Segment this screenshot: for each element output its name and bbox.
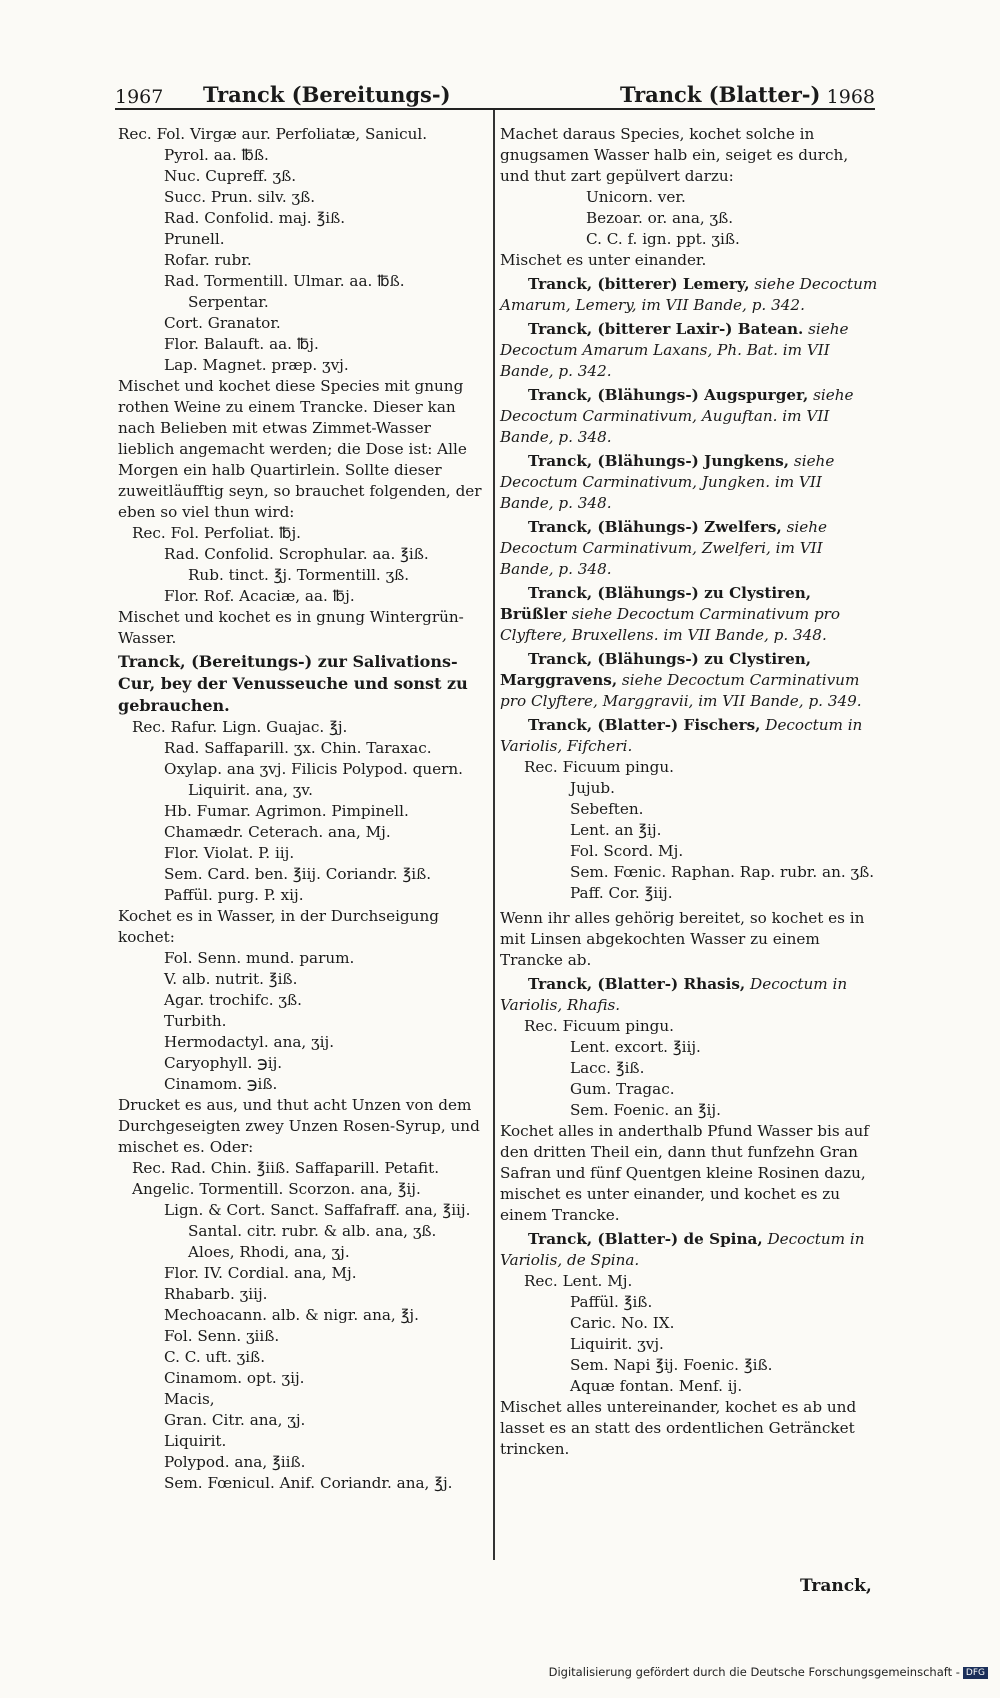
- recipe-line: Prunell.: [164, 230, 225, 248]
- recipe-line: Jujub.: [570, 779, 615, 797]
- recipe-line: Unicorn. ver.: [586, 188, 686, 206]
- recipe-line: Agar. trochifc. ʒß.: [164, 991, 302, 1009]
- cross-reference-entry: [500, 649, 878, 712]
- recipe-line: Lent. excort. ℥iij.: [570, 1038, 701, 1056]
- recipe-line: Rec. Fol. Virgæ aur. Perfoliatæ, Sanicul.: [118, 125, 428, 143]
- cross-reference-entry: [500, 583, 878, 646]
- recipe-line: Succ. Prun. silv. ʒß.: [164, 188, 316, 206]
- entry-reference: siehe Decoctum Carminativum, Auguftan. im VII Bande, p. 348.: [500, 386, 854, 446]
- instruction-paragraph: Mischet es unter einander.: [500, 251, 707, 269]
- recipe-line: Lent. an ℥ij.: [570, 821, 662, 839]
- entry-reference: siehe Decoctum Carminativum, Zwelferi, im VII Bande, p. 348.: [500, 518, 828, 578]
- recipe-line: Rad. Tormentill. Ulmar. aa. ℔ß.: [164, 272, 405, 290]
- entry-headword: Tranck, (Blähungs-) Augspurger,: [528, 386, 809, 404]
- page-number-left: 1967: [115, 86, 164, 108]
- running-title-left: Tranck (Bereitungs-): [203, 82, 451, 107]
- recipe-line: Liquirit. ʒvj.: [570, 1335, 664, 1353]
- recipe-line: Fol. Scord. Mj.: [570, 842, 684, 860]
- recipe-line: Cinamom. opt. ʒij.: [164, 1369, 305, 1387]
- instruction-paragraph: Wenn ihr alles gehörig bereitet, so kochet es in mit Linsen abgekochten Wasser zu einem Trancke ab.: [500, 909, 865, 969]
- recipe-line: Paff. Cor. ℥iij.: [570, 884, 673, 902]
- entry-reference: Decoctum in Variolis, Fifcheri.: [500, 716, 863, 755]
- recipe-line: Paffül. purg. P. xij.: [164, 886, 304, 904]
- entry-reference: siehe Decoctum Amarum, Lemery, im VII Bande, p. 342.: [500, 275, 878, 314]
- cross-reference-entry: [500, 274, 878, 316]
- entry-headword: Tranck, (Blähungs-) zu Clystiren, Brüßler: [500, 584, 812, 623]
- recipe-line: Nuc. Cupreff. ʒß.: [164, 167, 297, 185]
- recipe-line: Rec. Ficuum pingu.: [524, 1017, 674, 1035]
- recipe-line: Rofar. rubr.: [164, 251, 252, 269]
- recipe-line: Gran. Citr. ana, ʒj.: [164, 1411, 306, 1429]
- recipe-line: Paffül. ℥iß.: [570, 1293, 653, 1311]
- recipe-line: Liquirit.: [164, 1432, 227, 1450]
- entry-headword: Tranck, (Blatter-) de Spina,: [528, 1230, 763, 1248]
- recipe-line: Hb. Fumar. Agrimon. Pimpinell. Chamædr. Ceterach. ana, Mj.: [164, 802, 409, 841]
- recipe-line: Pyrol. aa. ℔ß.: [164, 146, 269, 164]
- recipe-line: Gum. Tragac.: [570, 1080, 675, 1098]
- left-column: [118, 124, 486, 1494]
- instruction-paragraph: Machet daraus Species, kochet solche in gnugsamen Wasser halb ein, seiget es durch, und thut zart gepülvert darzu:: [500, 125, 849, 185]
- recipe-line: Sem. Card. ben. ℥iij. Coriandr. ℥iß.: [164, 865, 432, 883]
- recipe-line: Sem. Napi ℥ij. Foenic. ℥iß.: [570, 1356, 773, 1374]
- recipe-line: Caric. No. IX.: [570, 1314, 675, 1332]
- recipe-line: Polypod. ana, ℥iiß.: [164, 1453, 306, 1471]
- recipe-line: Lign. & Cort. Sanct. Saffafraff. ana, ℥iij.: [164, 1201, 471, 1219]
- recipe-line: Flor. Balauft. aa. ℔j.: [164, 335, 319, 353]
- recipe-line: Caryophyll. ℈ij.: [164, 1054, 283, 1072]
- recipe-line: Fol. Senn. ʒiiß.: [164, 1327, 280, 1345]
- cross-reference-entry: [500, 974, 878, 1016]
- recipe-line: Serpentar.: [188, 293, 269, 311]
- recipe-line: Rad. Saffaparill. ʒx. Chin. Taraxac. Oxylap. ana ʒvj. Filicis Polypod. quern.: [164, 739, 464, 778]
- entry-reference: siehe Decoctum Carminativum pro Clyftere, Marggravii, im VII Bande, p. 349.: [500, 671, 862, 710]
- recipe-line: Bezoar. or. ana, ʒß.: [586, 209, 734, 227]
- recipe-line: V. alb. nutrit. ℥iß.: [164, 970, 298, 988]
- recipe-line: Rec. Rad. Chin. ℥iiß. Saffaparill. Petafit. Angelic. Tormentill. Scorzon. ana, ℥ij.: [132, 1159, 440, 1198]
- recipe-line: Mechoacann. alb. & nigr. ana, ℥j.: [164, 1306, 419, 1324]
- recipe-line: Lap. Magnet. præp. ʒvj.: [164, 356, 349, 374]
- cross-reference-entry: [500, 517, 878, 580]
- entry-headword: Tranck, (Blähungs-) Zwelfers,: [528, 518, 782, 536]
- page-header: [115, 80, 875, 110]
- recipe-line: C. C. uft. ʒiß.: [164, 1348, 266, 1366]
- running-title-right: Tranck (Blatter-): [620, 82, 821, 107]
- page-number-right: 1968: [826, 86, 875, 108]
- recipe-line: Liquirit. ana, ʒv.: [188, 781, 313, 799]
- entry-reference: Decoctum in Variolis, Rhafis.: [500, 975, 848, 1014]
- recipe-line: Rec. Rafur. Lign. Guajac. ℥j.: [132, 718, 348, 736]
- recipe-line: Flor. IV. Cordial. ana, Mj.: [164, 1264, 357, 1282]
- recipe-line: C. C. f. ign. ppt. ʒiß.: [586, 230, 740, 248]
- instruction-paragraph: Mischet und kochet diese Species mit gnung rothen Weine zu einem Trancke. Dieser kan nach Belieben mit etwas Zimmet-Wasser lieblich angemacht werden; die Dose ist: Alle Morgen ein halb Quartirlein. Sollte dieser zuweitläufftig seyn, so brauchet folgenden, der eben so viel thun wird:: [118, 377, 482, 521]
- recipe-line: Rub. tinct. ℥j. Tormentill. ʒß.: [188, 566, 410, 584]
- recipe-line: Fol. Senn. mund. parum.: [164, 949, 355, 967]
- instruction-paragraph: Kochet alles in anderthalb Pfund Wasser bis auf den dritten Theil ein, dann thut funfzehn Gran Safran und fünf Quentgen kleine Rosinen dazu, mischet es unter einander, und kochet es zu einem Trancke.: [500, 1122, 869, 1224]
- entry-reference: Decoctum in Variolis, de Spina.: [500, 1230, 865, 1269]
- dfg-logo-badge: DFG: [963, 1667, 988, 1679]
- recipe-line: Macis,: [164, 1390, 215, 1408]
- entry-headword: Tranck, (Blatter-) Fischers,: [528, 716, 761, 734]
- entry-headword: Tranck, (Blatter-) Rhasis,: [528, 975, 746, 993]
- entry-heading: Tranck, (Bereitungs-) zur Salivations-Cur, bey der Venusseuche und sonst zu gebrauchen.: [118, 652, 468, 715]
- right-column: [500, 124, 878, 1460]
- instruction-paragraph: Kochet es in Wasser, in der Durchseigung kochet:: [118, 907, 439, 946]
- recipe-line: Lacc. ℥iß.: [570, 1059, 645, 1077]
- cross-reference-entry: [500, 1229, 878, 1271]
- catchword: Tranck,: [800, 1576, 872, 1596]
- recipe-line: Santal. citr. rubr. & alb. ana, ʒß.: [188, 1222, 437, 1240]
- instruction-paragraph: Mischet und kochet es in gnung Wintergrün-Wasser.: [118, 608, 464, 647]
- column-divider: [493, 110, 495, 1560]
- footer-text: Digitalisierung gefördert durch die Deutsche Forschungsgemeinschaft -: [548, 1665, 960, 1679]
- cross-reference-entry: [500, 451, 878, 514]
- entry-reference: siehe Decoctum Carminativum pro Clyftere, Bruxellens. im VII Bande, p. 348.: [500, 605, 841, 644]
- entry-reference: siehe Decoctum Carminativum, Jungken. im VII Bande, p. 348.: [500, 452, 835, 512]
- recipe-line: Sem. Fœnicul. Anif. Coriandr. ana, ℥j.: [164, 1474, 453, 1492]
- entry-headword: Tranck, (Blähungs-) zu Clystiren, Marggravens,: [500, 650, 812, 689]
- recipe-line: Sem. Foenic. an ℥ij.: [570, 1101, 721, 1119]
- header-rule: [115, 108, 875, 110]
- recipe-line: Rad. Confolid. maj. ℥iß.: [164, 209, 346, 227]
- cross-reference-entry: [500, 319, 878, 382]
- entry-headword: Tranck, (bitterer Laxir-) Batean.: [528, 320, 804, 338]
- entry-headword: Tranck, (bitterer) Lemery,: [528, 275, 750, 293]
- recipe-line: Turbith.: [164, 1012, 227, 1030]
- recipe-line: Cort. Granator.: [164, 314, 281, 332]
- recipe-line: Rhabarb. ʒiij.: [164, 1285, 268, 1303]
- recipe-line: Cinamom. ℈iß.: [164, 1075, 278, 1093]
- recipe-line: Flor. Violat. P. iij.: [164, 844, 295, 862]
- recipe-line: Rad. Confolid. Scrophular. aa. ℥iß.: [164, 545, 429, 563]
- recipe-line: Sebeften.: [570, 800, 644, 818]
- recipe-line: Rec. Fol. Perfoliat. ℔j.: [132, 524, 301, 542]
- recipe-line: Rec. Lent. Mj.: [524, 1272, 633, 1290]
- digitization-footer: [549, 1665, 988, 1679]
- recipe-line: Flor. Rof. Acaciæ, aa. ℔j.: [164, 587, 355, 605]
- recipe-line: Rec. Ficuum pingu.: [524, 758, 674, 776]
- entry-reference: siehe Decoctum Amarum Laxans, Ph. Bat. im VII Bande, p. 342.: [500, 320, 849, 380]
- instruction-paragraph: Mischet alles untereinander, kochet es ab und lasset es an statt des ordentlichen Geträncket trincken.: [500, 1398, 857, 1458]
- cross-reference-entry: [500, 715, 878, 757]
- entry-headword: Tranck, (Blähungs-) Jungkens,: [528, 452, 790, 470]
- recipe-line: Aloes, Rhodi, ana, ʒj.: [188, 1243, 350, 1261]
- recipe-line: Sem. Fœnic. Raphan. Rap. rubr. an. ʒß.: [570, 863, 875, 881]
- cross-reference-entry: [500, 385, 878, 448]
- recipe-line: Aquæ fontan. Menf. ij.: [570, 1377, 743, 1395]
- instruction-paragraph: Drucket es aus, und thut acht Unzen von dem Durchgeseigten zwey Unzen Rosen-Syrup, und mischet es. Oder:: [118, 1096, 480, 1156]
- recipe-line: Hermodactyl. ana, ʒij.: [164, 1033, 335, 1051]
